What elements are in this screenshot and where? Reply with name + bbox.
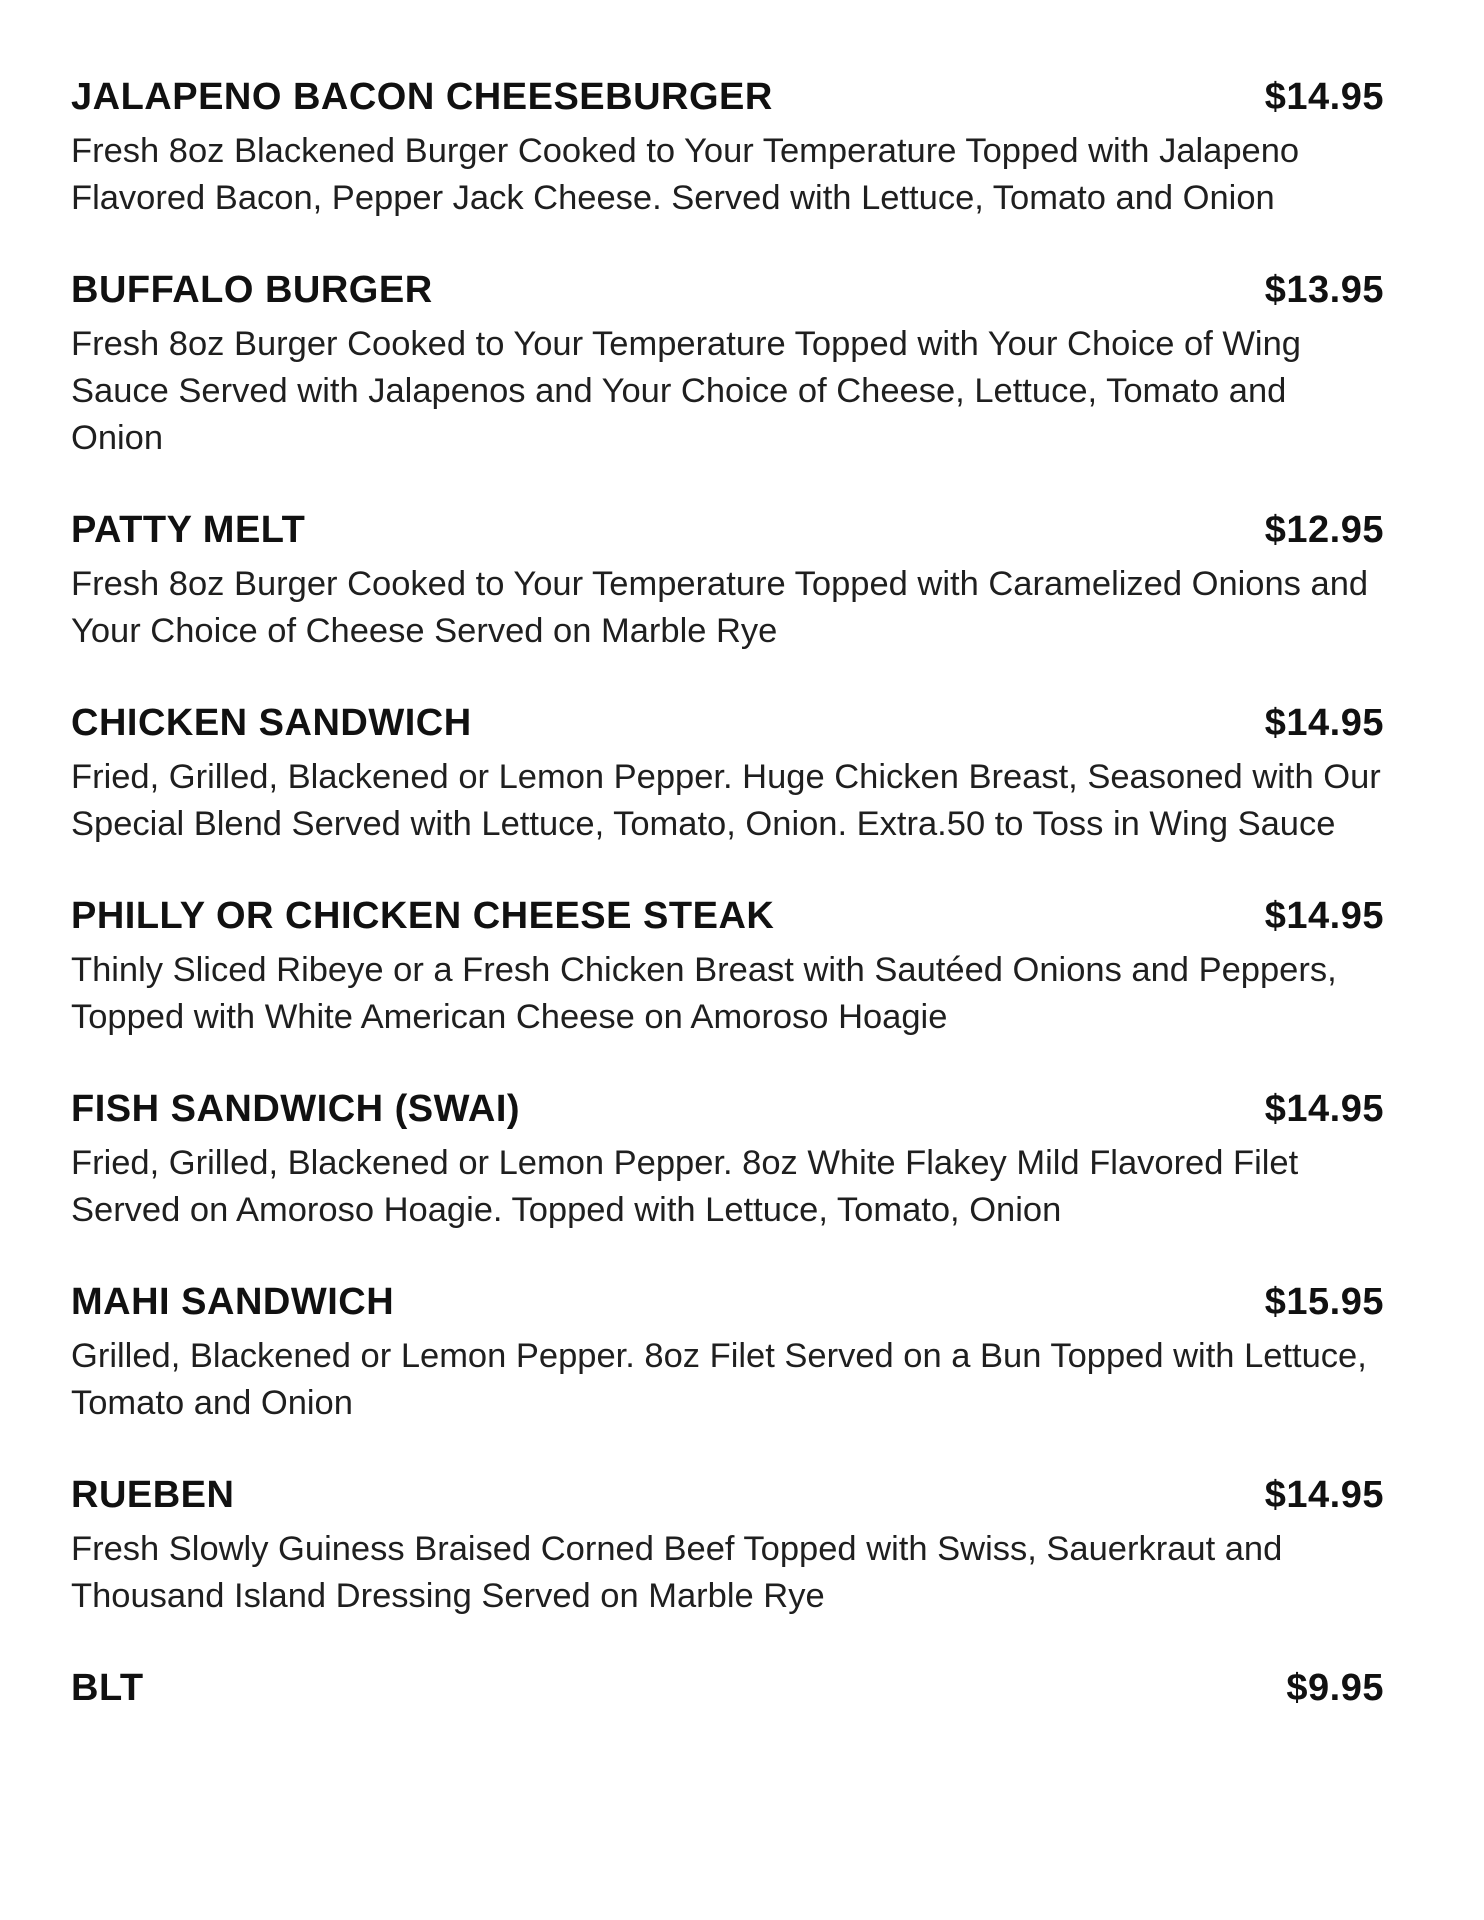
menu-item-description: Fresh 8oz Blackened Burger Cooked to Your Temperature Topped with Jalapeno Flavored Bacon, Pepper Jack Cheese. Served with Lettuce, Tomato and Onion bbox=[71, 132, 1300, 217]
menu-item-buffalo-burger bbox=[71, 265, 1384, 462]
menu-item-name: PATTY MELT bbox=[71, 509, 306, 551]
menu-item-description: Fresh Slowly Guiness Braised Corned Beef Topped with Swiss, Sauerkraut and Thousand Island Dressing Served on Marble Rye bbox=[71, 1530, 1283, 1615]
menu-item-name: BLT bbox=[71, 1667, 144, 1709]
menu-item-header bbox=[71, 505, 1384, 555]
menu-item-price: $14.95 bbox=[1264, 895, 1384, 937]
menu-item-price: $14.95 bbox=[1264, 1088, 1384, 1130]
menu-item-description: Fresh 8oz Burger Cooked to Your Temperature Topped with Caramelized Onions and Your Choice of Cheese Served on Marble Rye bbox=[71, 565, 1369, 650]
menu-item-description: Fried, Grilled, Blackened or Lemon Pepper. Huge Chicken Breast, Seasoned with Our Special Blend Served with Lettuce, Tomato, Onion. Extra.50 to Toss in Wing Sauce bbox=[71, 758, 1381, 843]
menu-item-philly-cheese-steak bbox=[71, 891, 1384, 1041]
menu-list bbox=[71, 72, 1384, 1756]
menu-item-header bbox=[71, 1084, 1384, 1134]
menu-item-price: $12.95 bbox=[1264, 509, 1384, 551]
menu-item-header bbox=[71, 72, 1384, 122]
menu-item-name: JALAPENO BACON CHEESEBURGER bbox=[71, 76, 773, 118]
menu-item-price: $14.95 bbox=[1264, 1474, 1384, 1516]
menu-item-rueben bbox=[71, 1470, 1384, 1620]
menu-item-description: Fresh 8oz Burger Cooked to Your Temperature Topped with Your Choice of Wing Sauce Served with Jalapenos and Your Choice of Cheese, Lettuce, Tomato and Onion bbox=[71, 325, 1301, 457]
menu-item-header bbox=[71, 1277, 1384, 1327]
menu-item-name: RUEBEN bbox=[71, 1474, 235, 1516]
menu-item-price: $14.95 bbox=[1264, 702, 1384, 744]
menu-item-mahi-sandwich bbox=[71, 1277, 1384, 1427]
menu-item-name: FISH SANDWICH (SWAI) bbox=[71, 1088, 521, 1130]
menu-item-header bbox=[71, 698, 1384, 748]
menu-item-header bbox=[71, 1470, 1384, 1520]
menu-item-price: $15.95 bbox=[1264, 1281, 1384, 1323]
menu-item-description: Thinly Sliced Ribeye or a Fresh Chicken Breast with Sautéed Onions and Peppers, Topped with White American Cheese on Amoroso Hoagie bbox=[71, 951, 1337, 1036]
menu-item-header bbox=[71, 1663, 1384, 1713]
menu-item-price: $13.95 bbox=[1264, 269, 1384, 311]
menu-item-description: Grilled, Blackened or Lemon Pepper. 8oz Filet Served on a Bun Topped with Lettuce, Tomato and Onion bbox=[71, 1337, 1367, 1422]
menu-item-jalapeno-bacon-cheeseburger bbox=[71, 72, 1384, 222]
menu-item-name: MAHI SANDWICH bbox=[71, 1281, 395, 1323]
menu-item-description: Fried, Grilled, Blackened or Lemon Pepper. 8oz White Flakey Mild Flavored Filet Served on Amoroso Hoagie. Topped with Lettuce, Tomato, Onion bbox=[71, 1144, 1299, 1229]
menu-item-name: CHICKEN SANDWICH bbox=[71, 702, 472, 744]
menu-item-blt bbox=[71, 1663, 1384, 1713]
menu-item-name: BUFFALO BURGER bbox=[71, 269, 433, 311]
menu-item-price: $14.95 bbox=[1264, 76, 1384, 118]
menu-item-header bbox=[71, 265, 1384, 315]
menu-item-price: $9.95 bbox=[1286, 1667, 1384, 1709]
menu-item-name: PHILLY OR CHICKEN CHEESE STEAK bbox=[71, 895, 775, 937]
menu-item-fish-sandwich bbox=[71, 1084, 1384, 1234]
menu-item-patty-melt bbox=[71, 505, 1384, 655]
menu-item-chicken-sandwich bbox=[71, 698, 1384, 848]
menu-item-header bbox=[71, 891, 1384, 941]
